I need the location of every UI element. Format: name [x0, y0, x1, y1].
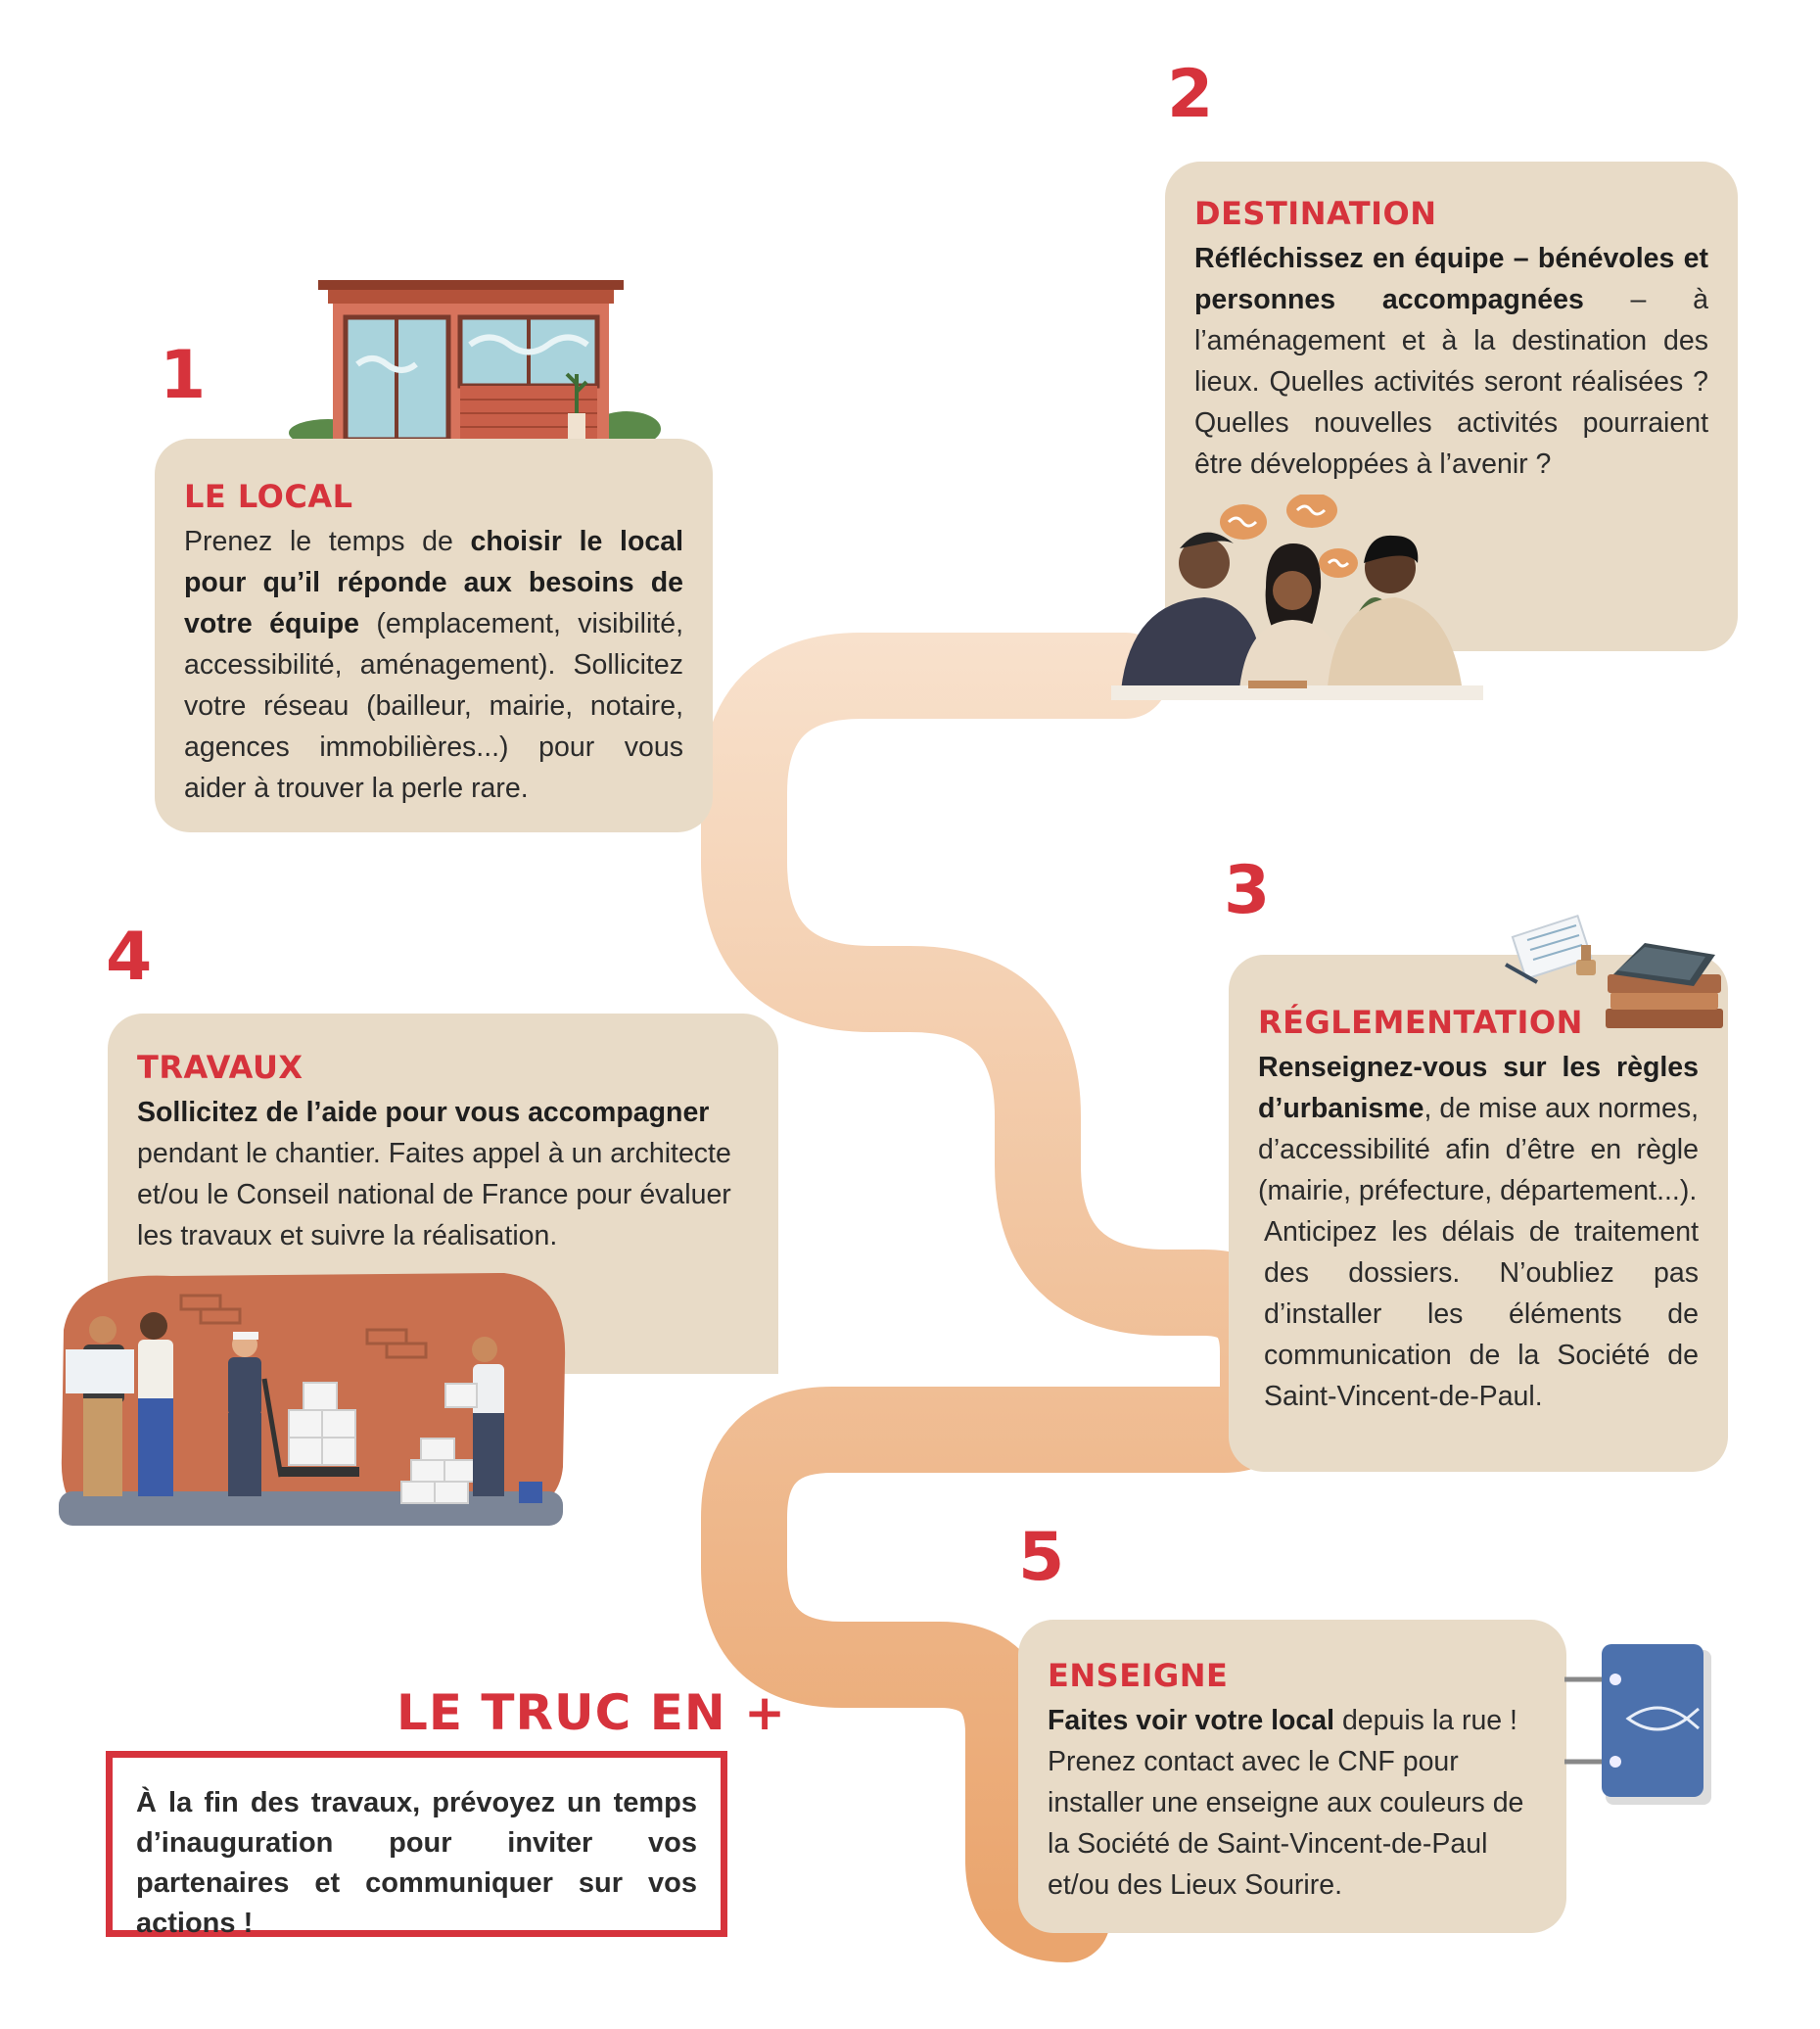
truc-text: À la fin des travaux, prévoyez un temps d’inauguration pour inviter vos partenaires et communiquer sur vos actions !	[136, 1787, 697, 1939]
step-3-title: RÉGLEMENTATION	[1258, 1004, 1583, 1041]
step-2-text: Réfléchissez en équipe – bénévoles et personnes accompagnées – à l’aménagement et à la destination des lieux. Quelles activités seront réalisées ? Quelles nouvelles activités pourraient être développées à l’avenir ?	[1194, 243, 1708, 480]
step-4-title: TRAVAUX	[137, 1049, 303, 1086]
step-4-text: Sollicitez de l’aide pour vous accompagner pendant le chantier. Faites appel à un architecte et/ou le Conseil national de France pour évaluer les travaux et suivre la réalisation.	[137, 1097, 731, 1251]
step-1-title: LE LOCAL	[184, 478, 353, 515]
step-5-title: ENSEIGNE	[1048, 1657, 1229, 1694]
documents-books-icon	[1498, 906, 1728, 1043]
step-5-number: 5	[1018, 1519, 1065, 1596]
step-3-number: 3	[1224, 852, 1271, 929]
team-discussion-icon	[1111, 495, 1483, 700]
truc-box	[106, 1751, 727, 1937]
truc-title: LE TRUC EN +	[397, 1684, 787, 1741]
card-enseigne	[1018, 1620, 1566, 1933]
step-1-number: 1	[160, 337, 207, 414]
step-4-number: 4	[106, 919, 153, 996]
step-1-text: Prenez le temps de choisir le local pour qu’il réponde aux besoins de votre équipe (emplacement, visibilité, accessibilité, aménagement). Sollicitez votre réseau (bailleur, mairie, notaire, agences immobilières...) pour vous aider à trouver la perle rare.	[184, 526, 684, 804]
storefront-icon	[289, 276, 661, 443]
step-2-number: 2	[1167, 56, 1214, 133]
step-5-text: Faites voir votre local depuis la rue ! Prenez contact avec le CNF pour installer une enseigne aux couleurs de la Société de Saint-Vincent-de-Paul et/ou des Lieux Sourire.	[1048, 1705, 1524, 1901]
construction-workers-icon	[54, 1271, 568, 1528]
step-3-text-2: Anticipez les délais de traitement des dossiers. N’oubliez pas d’installer les éléments de communication de la Société de Saint-Vincent-de-Paul.	[1264, 1216, 1699, 1412]
shop-sign-icon	[1564, 1640, 1711, 1812]
step-2-title: DESTINATION	[1194, 195, 1437, 232]
step-3-text: Renseignez-vous sur les règles d’urbanisme, de mise aux normes, d’accessibilité afin d’être en règle (mairie, préfecture, département...).	[1258, 1052, 1699, 1206]
card-le-local	[155, 439, 713, 832]
